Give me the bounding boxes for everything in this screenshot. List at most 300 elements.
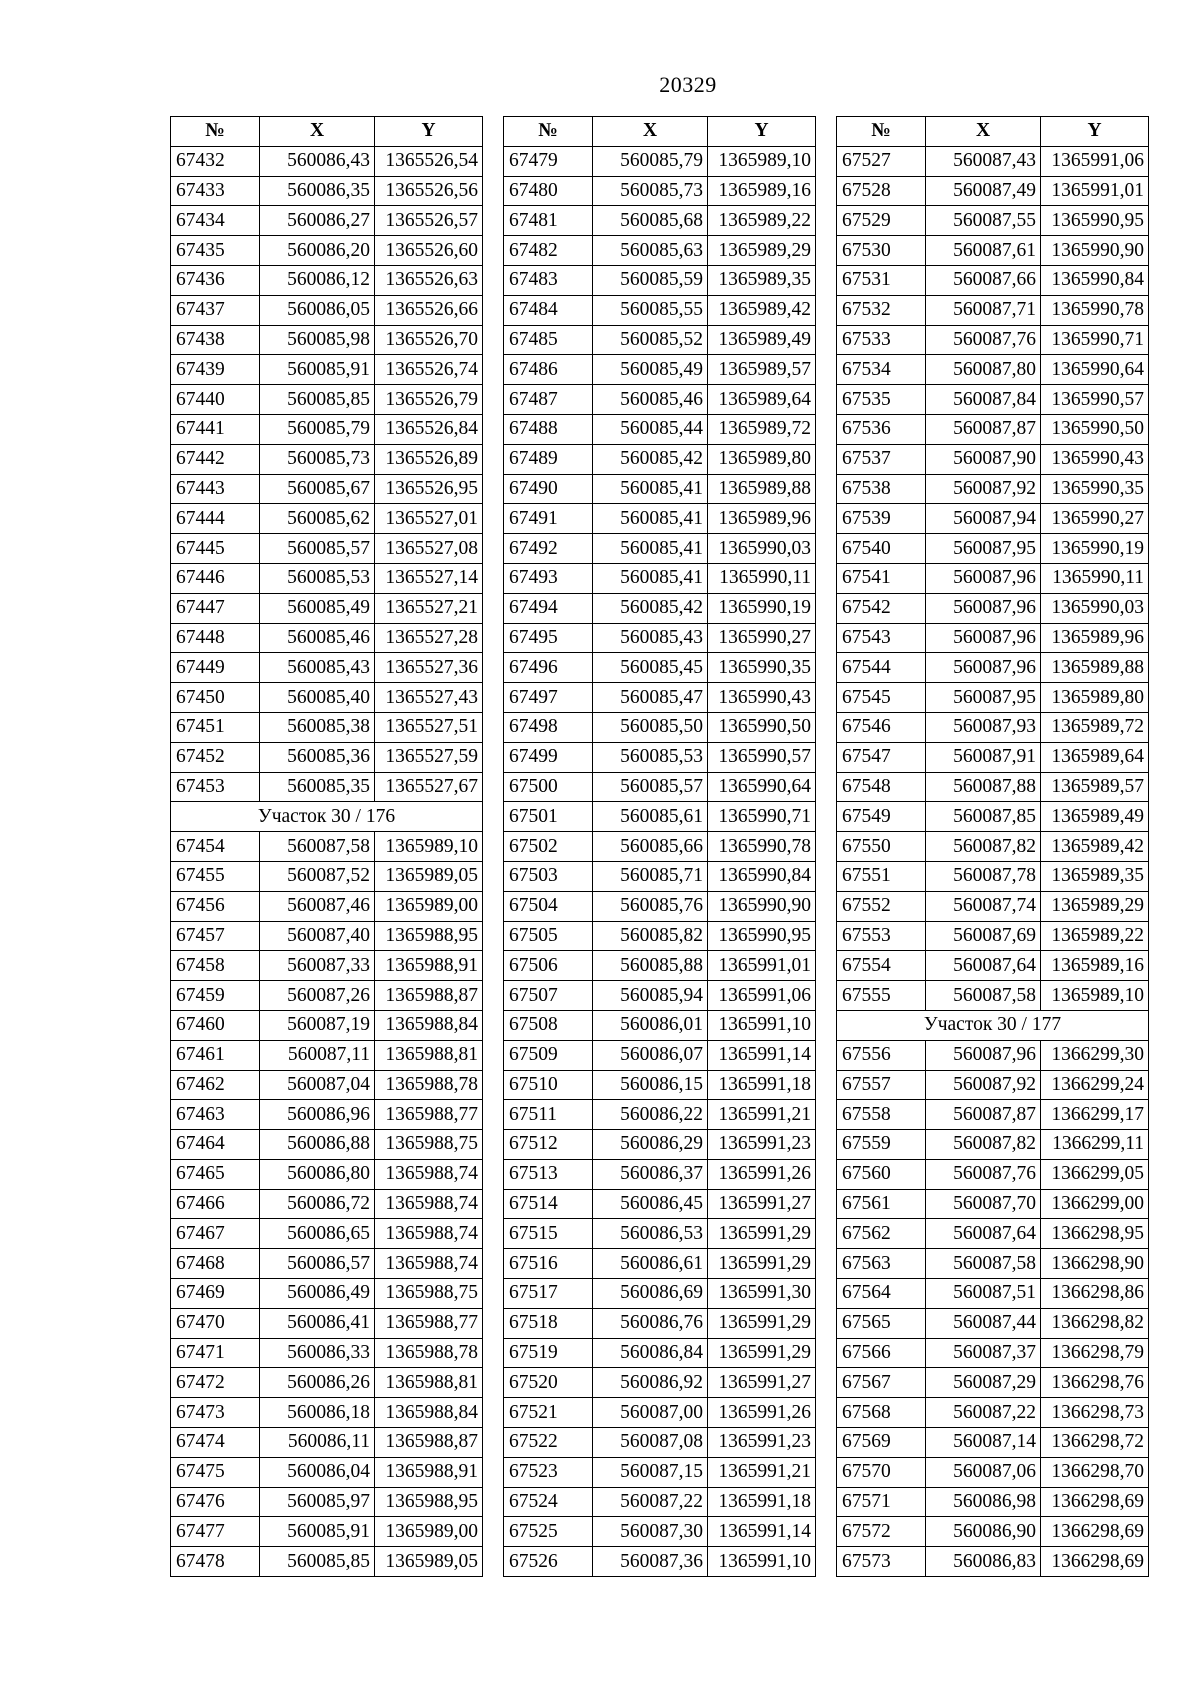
y-coordinate-cell: 1365988,95 bbox=[375, 1487, 483, 1517]
x-coordinate-cell: 560085,88 bbox=[593, 951, 708, 981]
y-coordinate-cell: 1365990,43 bbox=[708, 683, 816, 713]
point-number-cell: 67554 bbox=[837, 951, 926, 981]
y-coordinate-cell: 1365991,18 bbox=[708, 1487, 816, 1517]
table-row bbox=[171, 355, 483, 385]
y-coordinate-cell: 1365991,29 bbox=[708, 1338, 816, 1368]
table-row bbox=[171, 1338, 483, 1368]
x-coordinate-cell: 560085,43 bbox=[260, 653, 375, 683]
point-number-cell: 67546 bbox=[837, 712, 926, 742]
table-body bbox=[837, 146, 1149, 1576]
y-coordinate-cell: 1365527,67 bbox=[375, 772, 483, 802]
table-row bbox=[504, 712, 816, 742]
point-number-cell: 67459 bbox=[171, 981, 260, 1011]
y-coordinate-cell: 1365989,22 bbox=[1041, 921, 1149, 951]
point-number-cell: 67440 bbox=[171, 385, 260, 415]
x-coordinate-cell: 560085,85 bbox=[260, 1547, 375, 1577]
point-number-cell: 67499 bbox=[504, 742, 593, 772]
y-coordinate-cell: 1365527,51 bbox=[375, 712, 483, 742]
x-coordinate-cell: 560086,69 bbox=[593, 1279, 708, 1309]
point-number-cell: 67521 bbox=[504, 1398, 593, 1428]
y-coordinate-cell: 1365526,66 bbox=[375, 295, 483, 325]
y-coordinate-cell: 1366299,17 bbox=[1041, 1100, 1149, 1130]
x-coordinate-cell: 560087,22 bbox=[593, 1487, 708, 1517]
point-number-cell: 67573 bbox=[837, 1547, 926, 1577]
point-number-cell: 67449 bbox=[171, 653, 260, 683]
y-coordinate-cell: 1366299,00 bbox=[1041, 1189, 1149, 1219]
point-number-cell: 67505 bbox=[504, 921, 593, 951]
point-number-cell: 67515 bbox=[504, 1219, 593, 1249]
y-coordinate-cell: 1365989,35 bbox=[708, 265, 816, 295]
point-number-cell: 67481 bbox=[504, 206, 593, 236]
table-row bbox=[504, 1130, 816, 1160]
table-row bbox=[837, 444, 1149, 474]
y-coordinate-cell: 1365991,30 bbox=[708, 1279, 816, 1309]
x-coordinate-cell: 560087,69 bbox=[926, 921, 1041, 951]
y-coordinate-cell: 1365991,26 bbox=[708, 1159, 816, 1189]
table-row bbox=[837, 1130, 1149, 1160]
x-coordinate-cell: 560085,41 bbox=[593, 504, 708, 534]
y-coordinate-cell: 1365990,19 bbox=[1041, 534, 1149, 564]
point-number-cell: 67529 bbox=[837, 206, 926, 236]
x-coordinate-cell: 560085,62 bbox=[260, 504, 375, 534]
section-row bbox=[171, 802, 483, 832]
table-row bbox=[171, 921, 483, 951]
x-coordinate-cell: 560087,11 bbox=[260, 1040, 375, 1070]
point-number-cell: 67517 bbox=[504, 1279, 593, 1309]
y-coordinate-cell: 1365526,63 bbox=[375, 265, 483, 295]
header-number: № bbox=[171, 117, 260, 147]
table-row bbox=[504, 1457, 816, 1487]
point-number-cell: 67451 bbox=[171, 712, 260, 742]
x-coordinate-cell: 560086,11 bbox=[260, 1428, 375, 1458]
point-number-cell: 67524 bbox=[504, 1487, 593, 1517]
y-coordinate-cell: 1365989,05 bbox=[375, 861, 483, 891]
point-number-cell: 67491 bbox=[504, 504, 593, 534]
x-coordinate-cell: 560087,96 bbox=[926, 563, 1041, 593]
y-coordinate-cell: 1365989,35 bbox=[1041, 861, 1149, 891]
table-row bbox=[171, 325, 483, 355]
y-coordinate-cell: 1365989,64 bbox=[1041, 742, 1149, 772]
point-number-cell: 67531 bbox=[837, 265, 926, 295]
point-number-cell: 67438 bbox=[171, 325, 260, 355]
y-coordinate-cell: 1365991,23 bbox=[708, 1428, 816, 1458]
point-number-cell: 67561 bbox=[837, 1189, 926, 1219]
point-number-cell: 67506 bbox=[504, 951, 593, 981]
x-coordinate-cell: 560087,66 bbox=[926, 265, 1041, 295]
table-row bbox=[171, 1308, 483, 1338]
x-coordinate-cell: 560085,97 bbox=[260, 1487, 375, 1517]
table-row bbox=[171, 593, 483, 623]
y-coordinate-cell: 1365990,27 bbox=[708, 623, 816, 653]
point-number-cell: 67464 bbox=[171, 1130, 260, 1160]
page-number: 20329 bbox=[659, 72, 717, 97]
point-number-cell: 67539 bbox=[837, 504, 926, 534]
y-coordinate-cell: 1365990,90 bbox=[708, 891, 816, 921]
y-coordinate-cell: 1365989,22 bbox=[708, 206, 816, 236]
table-row bbox=[837, 176, 1149, 206]
table-row bbox=[504, 146, 816, 176]
point-number-cell: 67542 bbox=[837, 593, 926, 623]
y-coordinate-cell: 1365989,10 bbox=[1041, 981, 1149, 1011]
point-number-cell: 67497 bbox=[504, 683, 593, 713]
x-coordinate-cell: 560085,50 bbox=[593, 712, 708, 742]
y-coordinate-cell: 1365989,16 bbox=[1041, 951, 1149, 981]
x-coordinate-cell: 560087,82 bbox=[926, 832, 1041, 862]
x-coordinate-cell: 560087,29 bbox=[926, 1368, 1041, 1398]
x-coordinate-cell: 560087,70 bbox=[926, 1189, 1041, 1219]
point-number-cell: 67465 bbox=[171, 1159, 260, 1189]
x-coordinate-cell: 560087,58 bbox=[926, 981, 1041, 1011]
x-coordinate-cell: 560086,26 bbox=[260, 1368, 375, 1398]
table-row bbox=[504, 861, 816, 891]
table-row bbox=[171, 1189, 483, 1219]
x-coordinate-cell: 560087,96 bbox=[926, 623, 1041, 653]
table-row bbox=[504, 951, 816, 981]
point-number-cell: 67494 bbox=[504, 593, 593, 623]
point-number-cell: 67526 bbox=[504, 1547, 593, 1577]
x-coordinate-cell: 560087,95 bbox=[926, 683, 1041, 713]
y-coordinate-cell: 1366298,76 bbox=[1041, 1368, 1149, 1398]
table-row bbox=[837, 474, 1149, 504]
x-coordinate-cell: 560086,15 bbox=[593, 1070, 708, 1100]
y-coordinate-cell: 1365990,19 bbox=[708, 593, 816, 623]
y-coordinate-cell: 1365990,71 bbox=[708, 802, 816, 832]
coordinates-table-3 bbox=[836, 116, 1149, 1577]
y-coordinate-cell: 1365989,29 bbox=[1041, 891, 1149, 921]
point-number-cell: 67566 bbox=[837, 1338, 926, 1368]
point-number-cell: 67513 bbox=[504, 1159, 593, 1189]
table-row bbox=[504, 593, 816, 623]
table-row bbox=[504, 772, 816, 802]
point-number-cell: 67477 bbox=[171, 1517, 260, 1547]
x-coordinate-cell: 560085,49 bbox=[260, 593, 375, 623]
table-row bbox=[837, 772, 1149, 802]
x-coordinate-cell: 560085,94 bbox=[593, 981, 708, 1011]
point-number-cell: 67559 bbox=[837, 1130, 926, 1160]
x-coordinate-cell: 560087,36 bbox=[593, 1547, 708, 1577]
coordinates-table-2 bbox=[503, 116, 816, 1577]
table-row bbox=[171, 1457, 483, 1487]
y-coordinate-cell: 1365526,54 bbox=[375, 146, 483, 176]
x-coordinate-cell: 560087,76 bbox=[926, 325, 1041, 355]
point-number-cell: 67457 bbox=[171, 921, 260, 951]
point-number-cell: 67558 bbox=[837, 1100, 926, 1130]
point-number-cell: 67545 bbox=[837, 683, 926, 713]
table-row bbox=[837, 295, 1149, 325]
x-coordinate-cell: 560085,79 bbox=[593, 146, 708, 176]
x-coordinate-cell: 560087,92 bbox=[926, 1070, 1041, 1100]
table-header bbox=[504, 117, 816, 147]
y-coordinate-cell: 1365526,70 bbox=[375, 325, 483, 355]
y-coordinate-cell: 1365526,84 bbox=[375, 414, 483, 444]
table-row bbox=[837, 1159, 1149, 1189]
table-row bbox=[504, 1070, 816, 1100]
y-coordinate-cell: 1365988,95 bbox=[375, 921, 483, 951]
x-coordinate-cell: 560086,41 bbox=[260, 1308, 375, 1338]
table-row bbox=[504, 534, 816, 564]
table-row bbox=[171, 712, 483, 742]
y-coordinate-cell: 1365989,49 bbox=[1041, 802, 1149, 832]
y-coordinate-cell: 1365988,91 bbox=[375, 951, 483, 981]
x-coordinate-cell: 560087,76 bbox=[926, 1159, 1041, 1189]
x-coordinate-cell: 560086,37 bbox=[593, 1159, 708, 1189]
x-coordinate-cell: 560087,95 bbox=[926, 534, 1041, 564]
header-x: X bbox=[926, 117, 1041, 147]
x-coordinate-cell: 560087,15 bbox=[593, 1457, 708, 1487]
table-row bbox=[837, 563, 1149, 593]
table-header bbox=[171, 117, 483, 147]
table-row bbox=[171, 832, 483, 862]
x-coordinate-cell: 560087,96 bbox=[926, 653, 1041, 683]
y-coordinate-cell: 1365526,95 bbox=[375, 474, 483, 504]
y-coordinate-cell: 1365526,60 bbox=[375, 236, 483, 266]
point-number-cell: 67474 bbox=[171, 1428, 260, 1458]
table-row bbox=[171, 1428, 483, 1458]
header-number: № bbox=[504, 117, 593, 147]
point-number-cell: 67555 bbox=[837, 981, 926, 1011]
y-coordinate-cell: 1365989,57 bbox=[708, 355, 816, 385]
point-number-cell: 67552 bbox=[837, 891, 926, 921]
table-row bbox=[171, 1279, 483, 1309]
table-row bbox=[504, 1368, 816, 1398]
table-row bbox=[504, 653, 816, 683]
table-row bbox=[837, 1249, 1149, 1279]
y-coordinate-cell: 1365988,78 bbox=[375, 1338, 483, 1368]
y-coordinate-cell: 1366299,05 bbox=[1041, 1159, 1149, 1189]
point-number-cell: 67501 bbox=[504, 802, 593, 832]
x-coordinate-cell: 560085,68 bbox=[593, 206, 708, 236]
table-row bbox=[504, 832, 816, 862]
point-number-cell: 67466 bbox=[171, 1189, 260, 1219]
y-coordinate-cell: 1365989,80 bbox=[1041, 683, 1149, 713]
point-number-cell: 67434 bbox=[171, 206, 260, 236]
y-coordinate-cell: 1365989,42 bbox=[1041, 832, 1149, 862]
point-number-cell: 67540 bbox=[837, 534, 926, 564]
y-coordinate-cell: 1365990,11 bbox=[1041, 563, 1149, 593]
point-number-cell: 67572 bbox=[837, 1517, 926, 1547]
table-row bbox=[837, 891, 1149, 921]
x-coordinate-cell: 560086,84 bbox=[593, 1338, 708, 1368]
x-coordinate-cell: 560085,73 bbox=[593, 176, 708, 206]
y-coordinate-cell: 1365991,14 bbox=[708, 1040, 816, 1070]
y-coordinate-cell: 1365527,59 bbox=[375, 742, 483, 772]
point-number-cell: 67502 bbox=[504, 832, 593, 862]
point-number-cell: 67490 bbox=[504, 474, 593, 504]
table-row bbox=[171, 951, 483, 981]
point-number-cell: 67447 bbox=[171, 593, 260, 623]
x-coordinate-cell: 560086,45 bbox=[593, 1189, 708, 1219]
point-number-cell: 67544 bbox=[837, 653, 926, 683]
table-row bbox=[837, 1547, 1149, 1577]
point-number-cell: 67453 bbox=[171, 772, 260, 802]
y-coordinate-cell: 1365991,27 bbox=[708, 1368, 816, 1398]
point-number-cell: 67448 bbox=[171, 623, 260, 653]
table-row bbox=[837, 206, 1149, 236]
table-row bbox=[837, 236, 1149, 266]
point-number-cell: 67475 bbox=[171, 1457, 260, 1487]
table-row bbox=[171, 444, 483, 474]
y-coordinate-cell: 1365990,03 bbox=[1041, 593, 1149, 623]
y-coordinate-cell: 1365988,75 bbox=[375, 1130, 483, 1160]
table-row bbox=[837, 414, 1149, 444]
x-coordinate-cell: 560086,88 bbox=[260, 1130, 375, 1160]
x-coordinate-cell: 560085,71 bbox=[593, 861, 708, 891]
table-row bbox=[171, 1070, 483, 1100]
table-row bbox=[171, 623, 483, 653]
y-coordinate-cell: 1365991,06 bbox=[1041, 146, 1149, 176]
x-coordinate-cell: 560087,84 bbox=[926, 385, 1041, 415]
y-coordinate-cell: 1365988,74 bbox=[375, 1219, 483, 1249]
table-row bbox=[171, 385, 483, 415]
y-coordinate-cell: 1365989,96 bbox=[1041, 623, 1149, 653]
table-row bbox=[504, 1100, 816, 1130]
table-row bbox=[837, 1100, 1149, 1130]
point-number-cell: 67484 bbox=[504, 295, 593, 325]
point-number-cell: 67473 bbox=[171, 1398, 260, 1428]
point-number-cell: 67463 bbox=[171, 1100, 260, 1130]
table-row bbox=[504, 206, 816, 236]
table-row bbox=[504, 742, 816, 772]
x-coordinate-cell: 560086,57 bbox=[260, 1249, 375, 1279]
point-number-cell: 67565 bbox=[837, 1308, 926, 1338]
y-coordinate-cell: 1366298,79 bbox=[1041, 1338, 1149, 1368]
y-coordinate-cell: 1365989,05 bbox=[375, 1547, 483, 1577]
point-number-cell: 67460 bbox=[171, 1010, 260, 1040]
y-coordinate-cell: 1366298,69 bbox=[1041, 1547, 1149, 1577]
x-coordinate-cell: 560086,35 bbox=[260, 176, 375, 206]
point-number-cell: 67452 bbox=[171, 742, 260, 772]
table-row bbox=[837, 146, 1149, 176]
point-number-cell: 67443 bbox=[171, 474, 260, 504]
y-coordinate-cell: 1365991,14 bbox=[708, 1517, 816, 1547]
y-coordinate-cell: 1365991,27 bbox=[708, 1189, 816, 1219]
table-row bbox=[837, 385, 1149, 415]
point-number-cell: 67436 bbox=[171, 265, 260, 295]
y-coordinate-cell: 1366298,95 bbox=[1041, 1219, 1149, 1249]
point-number-cell: 67547 bbox=[837, 742, 926, 772]
table-row bbox=[837, 1428, 1149, 1458]
table-row bbox=[171, 1368, 483, 1398]
x-coordinate-cell: 560085,61 bbox=[593, 802, 708, 832]
point-number-cell: 67486 bbox=[504, 355, 593, 385]
x-coordinate-cell: 560086,43 bbox=[260, 146, 375, 176]
x-coordinate-cell: 560085,63 bbox=[593, 236, 708, 266]
table-row bbox=[837, 1338, 1149, 1368]
point-number-cell: 67496 bbox=[504, 653, 593, 683]
x-coordinate-cell: 560086,49 bbox=[260, 1279, 375, 1309]
table-row bbox=[171, 1547, 483, 1577]
table-row bbox=[171, 1398, 483, 1428]
table-row bbox=[837, 1189, 1149, 1219]
x-coordinate-cell: 560085,45 bbox=[593, 653, 708, 683]
point-number-cell: 67432 bbox=[171, 146, 260, 176]
x-coordinate-cell: 560087,26 bbox=[260, 981, 375, 1011]
point-number-cell: 67522 bbox=[504, 1428, 593, 1458]
point-number-cell: 67504 bbox=[504, 891, 593, 921]
x-coordinate-cell: 560085,46 bbox=[593, 385, 708, 415]
table-row bbox=[171, 176, 483, 206]
point-number-cell: 67556 bbox=[837, 1040, 926, 1070]
table-row bbox=[837, 1070, 1149, 1100]
point-number-cell: 67557 bbox=[837, 1070, 926, 1100]
x-coordinate-cell: 560087,93 bbox=[926, 712, 1041, 742]
point-number-cell: 67489 bbox=[504, 444, 593, 474]
y-coordinate-cell: 1366298,86 bbox=[1041, 1279, 1149, 1309]
point-number-cell: 67569 bbox=[837, 1428, 926, 1458]
x-coordinate-cell: 560086,22 bbox=[593, 1100, 708, 1130]
x-coordinate-cell: 560085,40 bbox=[260, 683, 375, 713]
y-coordinate-cell: 1365990,90 bbox=[1041, 236, 1149, 266]
y-coordinate-cell: 1365527,08 bbox=[375, 534, 483, 564]
y-coordinate-cell: 1365526,56 bbox=[375, 176, 483, 206]
x-coordinate-cell: 560086,05 bbox=[260, 295, 375, 325]
point-number-cell: 67471 bbox=[171, 1338, 260, 1368]
x-coordinate-cell: 560085,41 bbox=[593, 563, 708, 593]
point-number-cell: 67536 bbox=[837, 414, 926, 444]
y-coordinate-cell: 1365990,71 bbox=[1041, 325, 1149, 355]
point-number-cell: 67550 bbox=[837, 832, 926, 862]
table-row bbox=[504, 414, 816, 444]
table-row bbox=[837, 1398, 1149, 1428]
point-number-cell: 67534 bbox=[837, 355, 926, 385]
x-coordinate-cell: 560085,41 bbox=[593, 474, 708, 504]
table-row bbox=[504, 504, 816, 534]
y-coordinate-cell: 1365991,18 bbox=[708, 1070, 816, 1100]
y-coordinate-cell: 1365990,78 bbox=[708, 832, 816, 862]
point-number-cell: 67461 bbox=[171, 1040, 260, 1070]
y-coordinate-cell: 1365990,35 bbox=[708, 653, 816, 683]
y-coordinate-cell: 1365989,88 bbox=[708, 474, 816, 504]
x-coordinate-cell: 560087,37 bbox=[926, 1338, 1041, 1368]
table-row bbox=[504, 921, 816, 951]
x-coordinate-cell: 560087,91 bbox=[926, 742, 1041, 772]
table-row bbox=[171, 265, 483, 295]
point-number-cell: 67480 bbox=[504, 176, 593, 206]
y-coordinate-cell: 1365988,78 bbox=[375, 1070, 483, 1100]
point-number-cell: 67516 bbox=[504, 1249, 593, 1279]
x-coordinate-cell: 560087,64 bbox=[926, 951, 1041, 981]
point-number-cell: 67511 bbox=[504, 1100, 593, 1130]
point-number-cell: 67462 bbox=[171, 1070, 260, 1100]
y-coordinate-cell: 1365990,64 bbox=[1041, 355, 1149, 385]
y-coordinate-cell: 1365991,29 bbox=[708, 1249, 816, 1279]
point-number-cell: 67442 bbox=[171, 444, 260, 474]
table-row bbox=[504, 176, 816, 206]
y-coordinate-cell: 1365988,77 bbox=[375, 1100, 483, 1130]
point-number-cell: 67488 bbox=[504, 414, 593, 444]
x-coordinate-cell: 560085,38 bbox=[260, 712, 375, 742]
point-number-cell: 67560 bbox=[837, 1159, 926, 1189]
x-coordinate-cell: 560087,49 bbox=[926, 176, 1041, 206]
point-number-cell: 67455 bbox=[171, 861, 260, 891]
point-number-cell: 67433 bbox=[171, 176, 260, 206]
point-number-cell: 67535 bbox=[837, 385, 926, 415]
point-number-cell: 67472 bbox=[171, 1368, 260, 1398]
x-coordinate-cell: 560085,52 bbox=[593, 325, 708, 355]
point-number-cell: 67467 bbox=[171, 1219, 260, 1249]
x-coordinate-cell: 560086,96 bbox=[260, 1100, 375, 1130]
table-row bbox=[837, 981, 1149, 1011]
table-row bbox=[171, 1219, 483, 1249]
x-coordinate-cell: 560085,79 bbox=[260, 414, 375, 444]
x-coordinate-cell: 560086,76 bbox=[593, 1308, 708, 1338]
y-coordinate-cell: 1365990,95 bbox=[1041, 206, 1149, 236]
point-number-cell: 67553 bbox=[837, 921, 926, 951]
x-coordinate-cell: 560085,41 bbox=[593, 534, 708, 564]
table-row bbox=[504, 236, 816, 266]
y-coordinate-cell: 1365526,74 bbox=[375, 355, 483, 385]
point-number-cell: 67543 bbox=[837, 623, 926, 653]
